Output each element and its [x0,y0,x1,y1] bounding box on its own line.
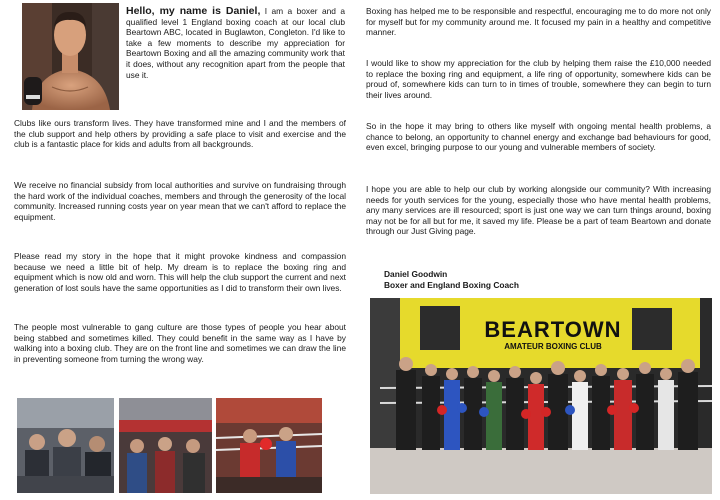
left-paragraph-3: Please read my story in the hope that it might provoke kindness and compassion because we need a little bit of help. My dream is to replace the boxing ring and equipment which is now old and worn. This will help the club support the current and next generation of lost souls have the same opportunities as I did to transform their own lives. [14,251,346,293]
greeting-heading: Hello, my name is Daniel, [126,5,261,17]
left-paragraph-4: The people most vulnerable to gang culture are those types of people you hear about being stabbed and sometimes killed. They could benefit in the same way as I have by walking into a boxing club. They are on the front line and sometimes we can draw the line in preventing someone from turning the wrong way. [14,322,346,364]
club-team-photo [370,298,712,494]
banner-subtitle: AMATEUR BOXING CLUB [504,342,602,351]
left-paragraph-2: We receive no financial subsidy from local authorities and survive on fundraising through the hard work of the individual coaches, members and through the generosity of the local community. Increased running costs year on year mean that we can't afford to replace the equipment. [14,180,346,222]
banner-title: BEARTOWN [484,317,622,342]
left-paragraph-1: Clubs like ours transform lives. They have transformed mine and I and the members of the club support and help others by providing a safe place to visit and exercise and the club is a fantastic place for kids and adults from all backgrounds. [14,118,346,150]
sparring-ring-photo [216,398,322,493]
right-paragraph-3: So in the hope it may bring to others like myself with ongoing mental health problems, a chance to belong, an opportunity to channel energy and exchange bad behaviours for good, even excel, bringing purpose to our young and vulnerable members of society. [366,121,711,153]
signature-role: Boxer and England Boxing Coach [384,280,519,290]
intro-paragraph [126,6,345,80]
right-paragraph-1: Boxing has helped me to be responsible and respectful, encouraging me to do more not only for myself but for my community around me. It focused my pain in a healthy and competitive manner. [366,6,711,38]
intro-text: I am a boxer and a qualified level 1 England boxing coach at our local club Beartown ABC, located in Buglawton, Congleton. I'd like to take a few moments to describe my appreciation for Beartown Boxing and all the amazing community work that it does, without any recognition apart from the people that use it. [126,6,345,80]
right-paragraph-2: I would like to show my appreciation for the club by helping them raise the £10,000 needed to replace the boxing ring and equipment, a life ring of opportunity, somewhere kids can be proud of, somewhere kids can turn to in times of trouble, somewhere they can begin to turn their lives around. [366,58,711,100]
club-banner [478,318,628,352]
boxer-portrait-photo [22,3,119,110]
signature-name: Daniel Goodwin [384,269,448,279]
right-paragraph-4: I hope you are able to help our club by working alongside our community? With increasing needs for youth services for the young, especially those who have mental health problems, any many services are ill resourced; sport is just one way we can turn things around, boxing may not be for all but for me, it saved my life. Please be a part of team Beartown and donate through our Just Giving page. [366,184,711,237]
gym-group-photo [17,398,114,493]
boxing-event-photo [119,398,212,493]
